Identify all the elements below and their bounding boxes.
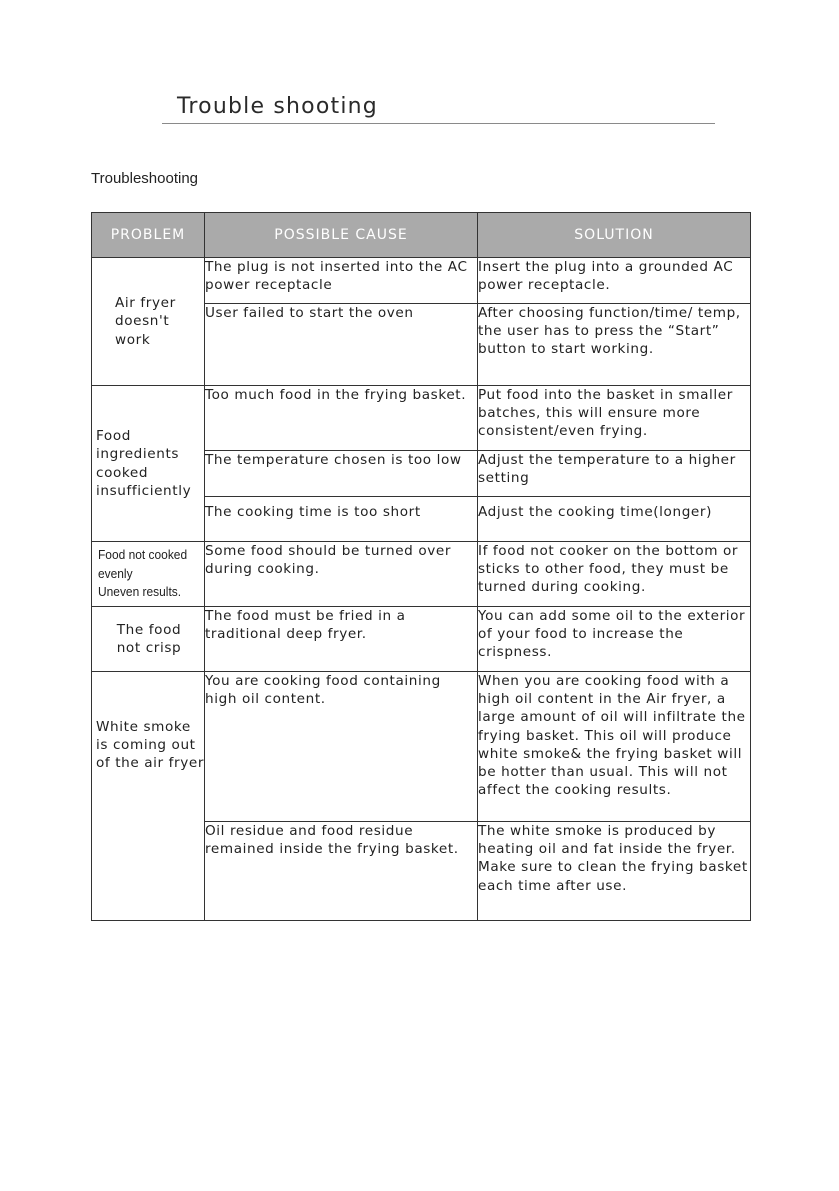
problem-text: Air fryer doesn't work: [115, 295, 176, 348]
cause-cell: User failed to start the oven: [205, 304, 478, 386]
solution-cell: When you are cooking food with a high oil content in the Air fryer, a large amount of oil will infiltrate the frying basket. This oil will produce white smoke& the frying basket will be hotter than usual. This will not affect the cooking results.: [478, 672, 751, 822]
problem-cell: [92, 386, 205, 542]
solution-cell: Adjust the cooking time(longer): [478, 497, 751, 542]
problem-text: White smoke is coming out of the air fryer: [96, 719, 205, 772]
cause-cell: Some food should be turned over during cooking.: [205, 542, 478, 607]
table-header-row: [92, 213, 751, 258]
problem-line: Food not cooked: [98, 547, 188, 563]
cause-cell: The food must be fried in a traditional deep fryer.: [205, 607, 478, 672]
problem-line: evenly: [98, 565, 133, 581]
problem-text: Food ingredients cooked insufficiently: [96, 428, 192, 499]
problem-cell: [92, 672, 205, 921]
header-problem: PROBLEM: [92, 213, 205, 258]
solution-cell: The white smoke is produced by heating oil and fat inside the fryer. Make sure to clean the frying basket each time after use.: [478, 822, 751, 921]
page-title: Trouble shooting: [177, 94, 378, 119]
header-possible-cause: POSSIBLE CAUSE: [205, 213, 478, 258]
title-rule: [162, 123, 715, 124]
problem-text: The food not crisp: [116, 621, 182, 656]
cause-cell: Too much food in the frying basket.: [205, 386, 478, 451]
problem-cell: [92, 258, 205, 386]
cause-cell: The cooking time is too short: [205, 497, 478, 542]
troubleshooting-table: [91, 212, 751, 921]
table-row: [92, 258, 751, 304]
problem-cell: [92, 542, 205, 607]
solution-cell: You can add some oil to the exterior of your food to increase the crispness.: [478, 607, 751, 672]
solution-cell: Insert the plug into a grounded AC power receptacle.: [478, 258, 751, 304]
cause-cell: The temperature chosen is too low: [205, 451, 478, 497]
table-row: [92, 672, 751, 822]
solution-cell: Adjust the temperature to a higher setting: [478, 451, 751, 497]
table-row: [92, 386, 751, 451]
table-row: [92, 542, 751, 607]
solution-cell: If food not cooker on the bottom or sticks to other food, they must be turned during cooking.: [478, 542, 751, 607]
section-title: Troubleshooting: [91, 170, 199, 187]
header-solution: SOLUTION: [478, 213, 751, 258]
solution-cell: Put food into the basket in smaller batches, this will ensure more consistent/even frying.: [478, 386, 751, 451]
cause-cell: Oil residue and food residue remained inside the frying basket.: [205, 822, 478, 921]
cause-cell: You are cooking food containing high oil content.: [205, 672, 478, 822]
solution-cell: After choosing function/time/ temp, the user has to press the “Start” button to start working.: [478, 304, 751, 386]
table-row: [92, 607, 751, 672]
problem-line: Uneven results.: [98, 584, 182, 600]
problem-cell: [92, 607, 205, 672]
cause-cell: The plug is not inserted into the AC power receptacle: [205, 258, 478, 304]
